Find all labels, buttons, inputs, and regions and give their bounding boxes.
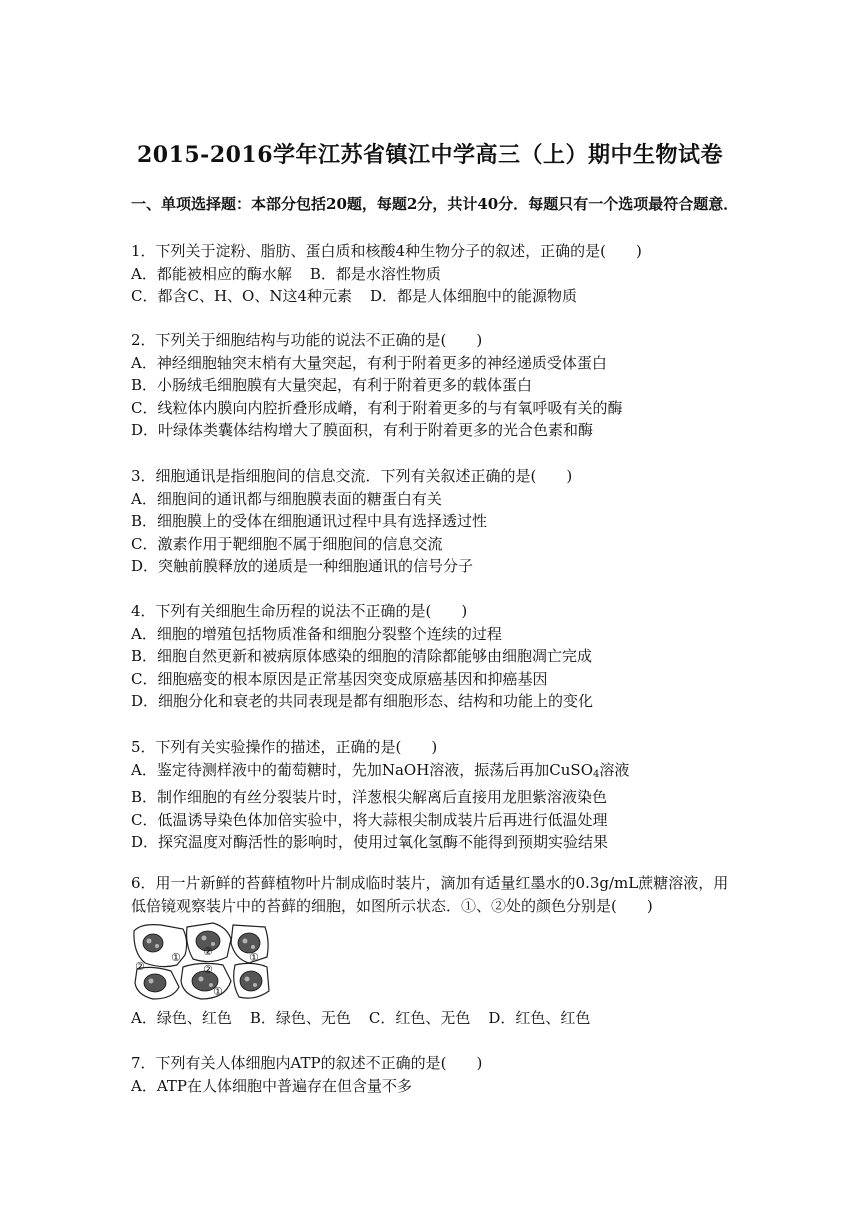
options-row bbox=[131, 1007, 751, 1030]
exam-title: 2015-2016学年江苏省镇江中学高三（上）期中生物试卷 bbox=[136, 142, 724, 168]
option-a: A．细胞的增殖包括物质准备和细胞分裂整个连续的过程 bbox=[131, 624, 502, 643]
option-a: A．ATP在人体细胞中普遍存在但含量不多 bbox=[131, 1076, 412, 1095]
option-a: A．神经细胞轴突末梢有大量突起，有利于附着更多的神经递质受体蛋白 bbox=[131, 353, 607, 372]
options-row bbox=[131, 263, 751, 286]
option-b: B．都是水溶性物质 bbox=[309, 264, 441, 283]
section-heading: 一、单项选择题：本部分包括20题，每题2分，共计40分．每题只有一个选项最符合题意． bbox=[131, 195, 739, 213]
label-2: ② bbox=[135, 960, 145, 973]
option-d: D．叶绿体类囊体结构增大了膜面积，有利于附着更多的光合色素和酶 bbox=[131, 421, 594, 439]
option-c: C．细胞癌变的根本原因是正常基因突变成原癌基因和抑癌基因 bbox=[131, 669, 548, 688]
question-stem: 7．下列有关人体细胞内ATP的叙述不正确的是( ) bbox=[131, 1054, 483, 1072]
question-1 bbox=[131, 240, 751, 308]
question-3 bbox=[131, 465, 751, 578]
options-row bbox=[131, 285, 751, 308]
question-stem: 1．下列关于淀粉、脂肪、蛋白质和核酸4种生物分子的叙述，正确的是( ) bbox=[131, 242, 642, 260]
question-stem: 4．下列有关细胞生命历程的说法不正确的是( ) bbox=[131, 602, 468, 620]
question-4 bbox=[131, 600, 751, 713]
protoplast bbox=[240, 971, 262, 991]
option-a: A．都能被相应的酶水解 bbox=[131, 264, 292, 283]
option-a bbox=[131, 759, 751, 787]
option-c: C．线粒体内膜向内腔折叠形成嵴，有利于附着更多的与有氧呼吸有关的酶 bbox=[131, 398, 623, 417]
option-d: D．突触前膜释放的递质是一种细胞通讯的信号分子 bbox=[131, 557, 474, 575]
question-stem: 3．细胞通讯是指细胞间的信息交流．下列有关叙述正确的是( ) bbox=[131, 467, 573, 485]
question-stem-line-1: 6．用一片新鲜的苔藓植物叶片制成临时装片，滴加有适量红墨水的0.3g/mL蔗糖溶液，用 bbox=[131, 874, 729, 892]
option-a: A．细胞间的通讯都与细胞膜表面的糖蛋白有关 bbox=[131, 489, 442, 508]
question-stem: 2．下列关于细胞结构与功能的说法不正确的是( ) bbox=[131, 331, 483, 349]
option-c: C．都含C、H、O、N这4种元素 bbox=[131, 287, 353, 305]
label-1: ① bbox=[249, 951, 259, 964]
option-b: B．制作细胞的有丝分裂装片时，洋葱根尖解离后直接用龙胆紫溶液染色 bbox=[131, 788, 608, 806]
protoplast bbox=[143, 934, 163, 952]
moss-cells-figure bbox=[131, 921, 271, 1001]
option-b: B．绿色、无色 bbox=[249, 1009, 351, 1027]
option-d: D．细胞分化和衰老的共同表现是都有细胞形态、结构和功能上的变化 bbox=[131, 692, 594, 710]
label-1: ① bbox=[213, 985, 223, 998]
option-b: B．小肠绒毛细胞膜有大量突起，有利于附着更多的载体蛋白 bbox=[131, 376, 533, 394]
option-a: A．绿色、红色 bbox=[131, 1009, 232, 1027]
option-d: D．探究温度对酶活性的影响时，使用过氧化氢酶不能得到预期实验结果 bbox=[131, 833, 609, 851]
option-c: C．红色、无色 bbox=[368, 1009, 471, 1027]
subscript-4: 4 bbox=[593, 768, 600, 780]
label-2: ② bbox=[203, 963, 213, 976]
option-d: D．都是人体细胞中的能源物质 bbox=[370, 287, 578, 305]
label-1: ① bbox=[171, 951, 181, 964]
question-stem: 5．下列有关实验操作的描述，正确的是( ) bbox=[131, 738, 438, 756]
protoplast bbox=[144, 974, 166, 992]
question-stem-line-2: 低倍镜观察装片中的苔藓的细胞，如图所示状态．①、②处的颜色分别是( ) bbox=[131, 896, 653, 915]
option-d: D．红色、红色 bbox=[488, 1009, 591, 1027]
question-7 bbox=[131, 1052, 751, 1097]
question-6 bbox=[131, 872, 751, 1030]
protoplast bbox=[238, 933, 260, 953]
question-2 bbox=[131, 329, 751, 442]
option-b: B．细胞膜上的受体在细胞通讯过程中具有选择透过性 bbox=[131, 512, 488, 530]
label-2: ② bbox=[203, 945, 213, 958]
option-a-suffix: 溶液 bbox=[599, 760, 630, 779]
option-c: C．激素作用于靶细胞不属于细胞间的信息交流 bbox=[131, 534, 443, 553]
option-c: C．低温诱导染色体加倍实验中，将大蒜根尖制成装片后再进行低温处理 bbox=[131, 810, 608, 829]
option-b: B．细胞自然更新和被病原体感染的细胞的清除都能够由细胞凋亡完成 bbox=[131, 647, 593, 665]
option-a-text: A．鉴定待测样液中的葡萄糖时，先加NaOH溶液，振荡后再加CuSO bbox=[131, 760, 593, 779]
question-5 bbox=[131, 736, 751, 854]
